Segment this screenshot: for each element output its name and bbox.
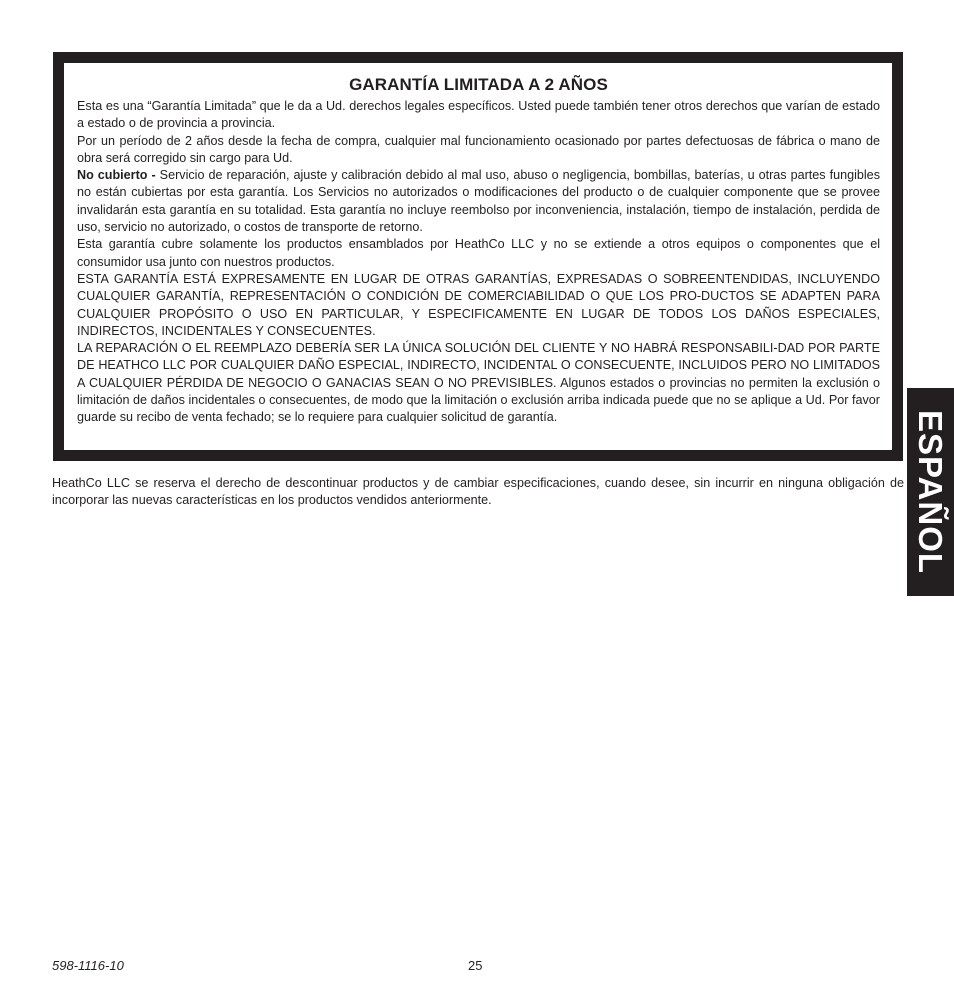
warranty-paragraph-3: [77, 167, 880, 236]
warranty-paragraph-5: ESTA GARANTÍA ESTÁ EXPRESAMENTE EN LUGAR DE OTRAS GARANTÍAS, EXPRESADAS O SOBREENTENDIDAS, INCLUYENDO CUALQUIER GARANTÍA, REPRESENTACIÓN O CONDICIÓN DE COMERCIABILIDAD O QUE LOS PRO-DUCTOS SE ADAPTEN PARA CUALQUIER PROPÓSITO O USO EN PARTICULAR, Y ESPECIFICAMENTE EN LUGAR DE TODOS LOS DAÑOS ESPECIALES, INDIRECTOS, INCIDENTALES Y CONSECUENTES.: [77, 271, 880, 338]
not-covered-text: Servicio de reparación, ajuste y calibración debido al mal uso, abuso o negligencia, bombillas, baterías, u otras partes fungibles no están cubiertas por esta garantía. Los Servicios no autorizados o modificaciones del producto o de cualquier componente que se provee invalidarán esta garantía en su totalidad. Esta garantía no incluye reembolso por inconveniencia, instalación, tiempo de instalación, perdida de uso, servicio no autorizado, o costos de transporte de retorno.: [77, 168, 880, 235]
warranty-box-border: [62, 61, 894, 452]
warranty-paragraph-4: Esta garantía cubre solamente los productos ensamblados por HeathCo LLC y no se extiende a otros equipos o componentes que el consumidor usa junto con nuestros productos.: [77, 237, 880, 269]
language-side-tab-label: ESPAÑOL: [912, 409, 950, 575]
warranty-body: [77, 98, 880, 427]
page-number: 25: [468, 958, 483, 973]
warranty-paragraph-1: Esta es una “Garantía Limitada” que le da a Ud. derechos legales específicos. Usted puede también tener otros derechos que varían de estado a estado o de provincia a provincia.: [77, 99, 880, 131]
warranty-content: [64, 63, 892, 450]
warranty-paragraph-6: LA REPARACIÓN O EL REEMPLAZO DEBERÍA SER LA ÚNICA SOLUCIÓN DEL CLIENTE Y NO HABRÁ RESPONSABILI-DAD POR PARTE DE HEATHCO LLC POR CUALQUIER DAÑO ESPECIAL, INDIRECTO, INCIDENTAL O CONSECUENTE, INCLUIDOS PERO NO LIMITADOS A CUALQUIER PÉRDIDA DE NEGOCIO O GANACIAS SEAN O NO PREVISIBLES. Algunos estados o provincias no permiten la exclusión o limitación de daños incidentales o consecuentes, de modo que la limitación o exclusión arriba indicada puede que no se aplique a Ud. Por favor guarde su recibo de venta fechado; se lo requiere para cualquier solicitud de garantía.: [77, 341, 880, 425]
language-side-tab: [907, 388, 954, 596]
not-covered-label: No cubierto -: [77, 168, 156, 183]
reservation-notice: HeathCo LLC se reserva el derecho de descontinuar productos y de cambiar especificaciones, cuando desee, sin incurrir en ninguna obligación de incorporar las nuevas características en los productos vendidos anteriormente.: [52, 476, 904, 508]
warranty-paragraph-2: Por un período de 2 años desde la fecha de compra, cualquier mal funcionamiento ocasionado por partes defectuosas de fábrica o mano de obra será corregido sin cargo para Ud.: [77, 133, 880, 165]
warranty-box: [53, 52, 903, 461]
warranty-title: GARANTÍA LIMITADA A 2 AÑOS: [349, 75, 608, 94]
document-number: 598-1116-10: [52, 958, 124, 973]
